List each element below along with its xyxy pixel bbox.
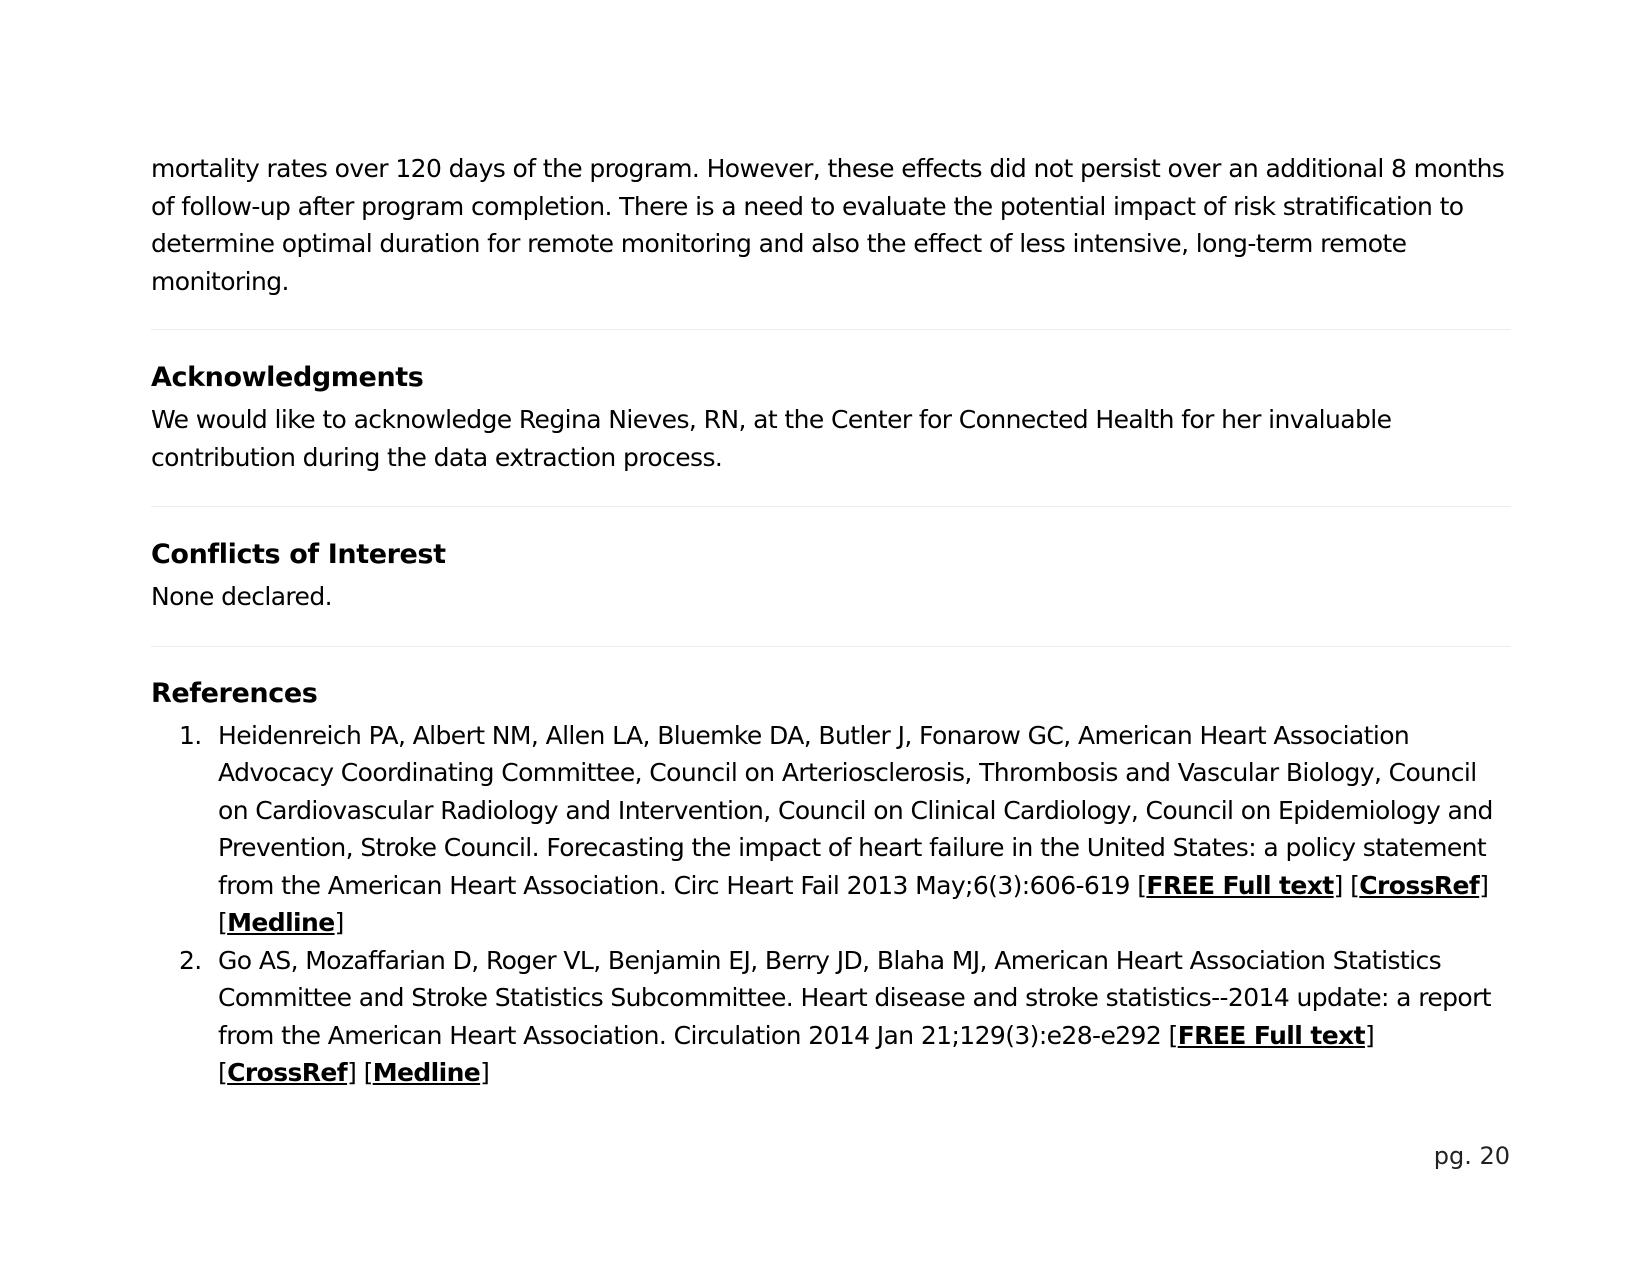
free-full-text-link[interactable]: FREE Full text xyxy=(1177,1020,1365,1050)
article-body xyxy=(151,150,1511,1092)
references-section xyxy=(151,677,1511,1092)
reference-text: Heidenreich PA, Albert NM, Allen LA, Bluemke DA, Butler J, Fonarow GC, American Heart Association Advocacy Coordinating Committee, Council on Arteriosclerosis, Thrombosis and Vascular Biology, Council on Cardiovascular Radiology and Intervention, Council on Clinical Cardiology, Council on Epidemiology and Prevention, Stroke Council. Forecasting the impact of heart failure in the United States: a policy statement from the American Heart Association. Circ Heart Fail 2013 May;6(3):606-619 xyxy=(218,720,1493,900)
crossref-link[interactable]: CrossRef xyxy=(1359,870,1480,900)
page-number: pg. 20 xyxy=(1433,1142,1510,1170)
acknowledgments-section xyxy=(151,361,1511,476)
intro-paragraph: mortality rates over 120 days of the program. However, these effects did not persist over an additional 8 months of follow-up after program completion. There is a need to evaluate the potential impact of risk stratification to determine optimal duration for remote monitoring and also the effect of less intensive, long-term remote monitoring. xyxy=(151,154,1505,296)
conflicts-section xyxy=(151,538,1511,616)
acknowledgments-heading: Acknowledgments xyxy=(151,362,424,393)
references-heading: References xyxy=(151,677,318,709)
reference-number: 2. xyxy=(179,945,202,975)
free-full-text-link[interactable]: FREE Full text xyxy=(1146,870,1334,900)
acknowledgments-text: We would like to acknowledge Regina Nieves, RN, at the Center for Connected Health for her invaluable contribution during the data extraction process. xyxy=(151,405,1392,472)
section-divider xyxy=(151,329,1511,330)
reference-list xyxy=(151,717,1511,1092)
medline-link[interactable]: Medline xyxy=(372,1058,481,1087)
reference-number: 1. xyxy=(179,720,202,750)
section-divider xyxy=(151,506,1511,507)
medline-link[interactable]: Medline xyxy=(227,908,335,937)
section-divider xyxy=(151,646,1511,647)
reference-text: Go AS, Mozaffarian D, Roger VL, Benjamin EJ, Berry JD, Blaha MJ, American Heart Association Statistics Committee and Stroke Statistics Subcommittee. Heart disease and stroke statistics--2014 update: a report from the American Heart Association. Circulation 2014 Jan 21;129(3):e28-e292 xyxy=(218,945,1491,1050)
reference-item-1: 1. Heidenreich PA, Albert NM, Allen LA, Bluemke DA, Butler J, Fonarow GC, American Heart Association Advocacy Coordinating Committee, Council on Arteriosclerosis, Thrombosis and Vascular Biology, Council on Cardiovascular Radiology and Intervention, Council on Clinical Cardiology, Council on Epidemiology and Prevention, Stroke Council. Forecasting the impact of heart failure in the United States: a policy statement from the American Heart Association. Circ Heart Fail 2013 May;6(3):606-619 [FREE Full text] [CrossRef] [Medline] xyxy=(151,717,1511,942)
reference-item-2: 2. Go AS, Mozaffarian D, Roger VL, Benjamin EJ, Berry JD, Blaha MJ, American Heart Association Statistics Committee and Stroke Statistics Subcommittee. Heart disease and stroke statistics--2014 update: a report from the American Heart Association. Circulation 2014 Jan 21;129(3):e28-e292 [FREE Full text] [CrossRef] [Medline] xyxy=(151,942,1511,1092)
conflicts-heading: Conflicts of Interest xyxy=(151,539,446,570)
crossref-link[interactable]: CrossRef xyxy=(227,1058,348,1087)
conflicts-text: None declared. xyxy=(151,582,332,611)
